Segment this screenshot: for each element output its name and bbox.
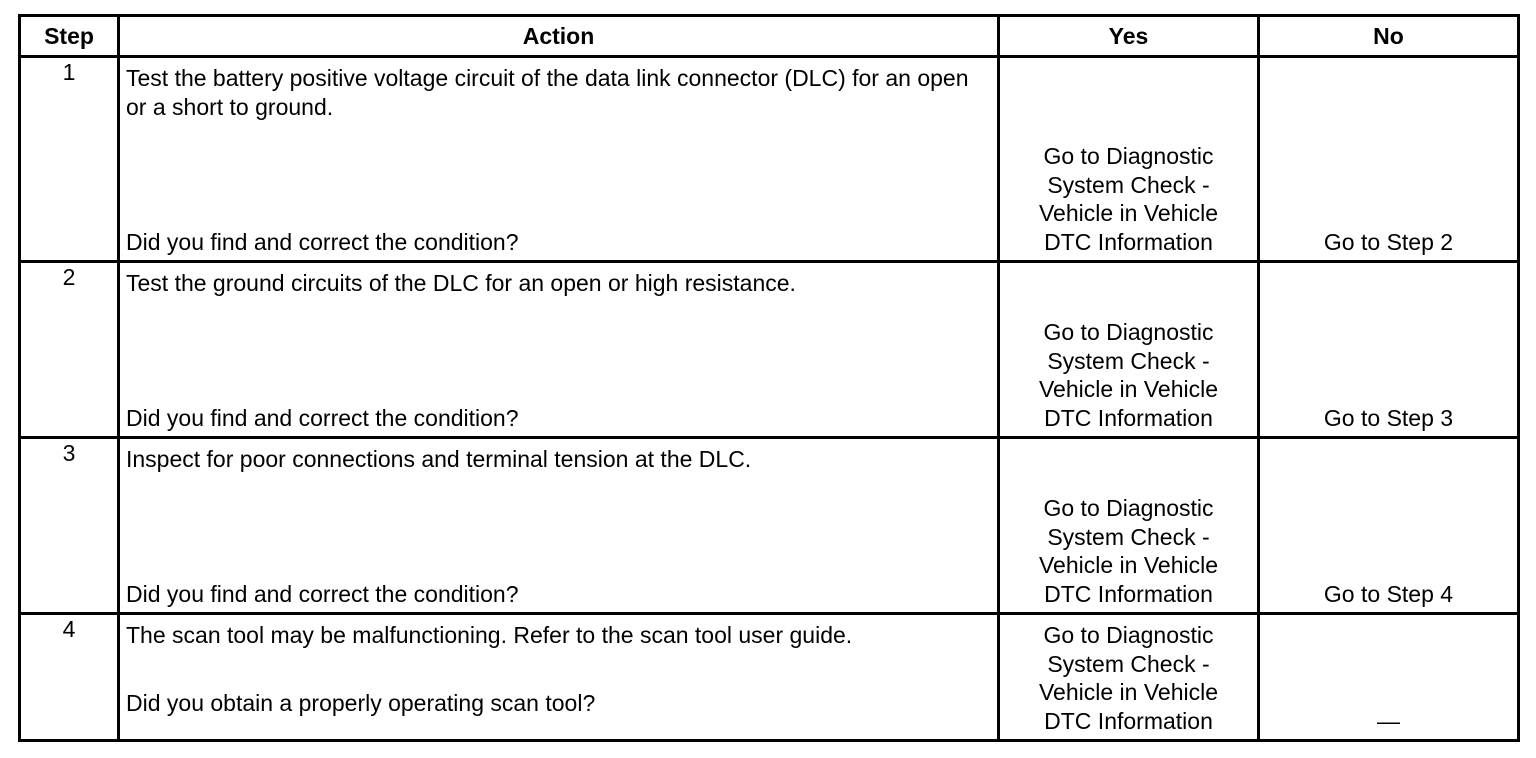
header-row (20, 16, 1519, 57)
action-text: Test the ground circuits of the DLC for an open or high resistance. (126, 270, 796, 296)
no-result: Go to Step 2 (1323, 228, 1454, 255)
yes-line: Go to Diagnostic (1043, 622, 1214, 648)
yes-line: DTC Information (1044, 228, 1213, 255)
yes-line: System Check - (1047, 171, 1210, 198)
no-result: Go to Step 4 (1323, 580, 1454, 607)
step-number: 4 (20, 614, 119, 741)
no-result: — (1377, 707, 1400, 734)
diagnostic-table-container (18, 14, 1520, 742)
header-step: Step (20, 16, 119, 57)
yes-cell (999, 614, 1259, 741)
action-cell (119, 262, 999, 438)
no-cell (1259, 262, 1519, 438)
table-row (20, 262, 1519, 438)
yes-line: Vehicle in Vehicle (1038, 679, 1218, 705)
action-cell (119, 57, 999, 262)
yes-line: Vehicle in Vehicle (1038, 376, 1218, 402)
yes-line: DTC Information (1044, 404, 1213, 431)
yes-line: Vehicle in Vehicle (1038, 200, 1218, 226)
yes-line: System Check - (1047, 347, 1210, 374)
yes-line: Go to Diagnostic (1043, 495, 1214, 521)
yes-line: System Check - (1047, 523, 1210, 550)
yes-line: System Check - (1047, 650, 1210, 677)
yes-result (1000, 494, 1257, 608)
yes-line: DTC Information (1044, 580, 1213, 607)
header-action: Action (119, 16, 999, 57)
yes-result (1000, 142, 1257, 256)
step-number: 2 (20, 262, 119, 438)
action-question: Did you find and correct the condition? (126, 580, 519, 607)
header-no: No (1259, 16, 1519, 57)
no-cell (1259, 438, 1519, 614)
no-result: Go to Step 3 (1323, 404, 1454, 431)
yes-cell (999, 57, 1259, 262)
action-text: Inspect for poor connections and terminal tension at the DLC. (126, 446, 752, 472)
action-question: Did you find and correct the condition? (126, 228, 519, 255)
yes-line: Go to Diagnostic (1043, 143, 1214, 169)
yes-result (1000, 621, 1257, 735)
table-row (20, 57, 1519, 262)
action-text: Test the battery positive voltage circuit of the data link connector (DLC) for an open or a short to ground. (126, 65, 969, 120)
action-question: Did you obtain a properly operating scan tool? (126, 689, 596, 716)
yes-line: Vehicle in Vehicle (1038, 552, 1218, 578)
yes-result (1000, 318, 1257, 432)
action-question: Did you find and correct the condition? (126, 404, 519, 431)
diagnostic-table (18, 14, 1520, 742)
action-cell (119, 614, 999, 741)
table-row (20, 438, 1519, 614)
step-number: 1 (20, 57, 119, 262)
action-cell (119, 438, 999, 614)
yes-cell (999, 438, 1259, 614)
header-yes: Yes (999, 16, 1259, 57)
yes-line: Go to Diagnostic (1043, 319, 1214, 345)
yes-cell (999, 262, 1259, 438)
action-text: The scan tool may be malfunctioning. Refer to the scan tool user guide. (126, 622, 853, 648)
yes-line: DTC Information (1044, 707, 1213, 734)
no-cell (1259, 57, 1519, 262)
table-row (20, 614, 1519, 741)
step-number: 3 (20, 438, 119, 614)
no-cell (1259, 614, 1519, 741)
